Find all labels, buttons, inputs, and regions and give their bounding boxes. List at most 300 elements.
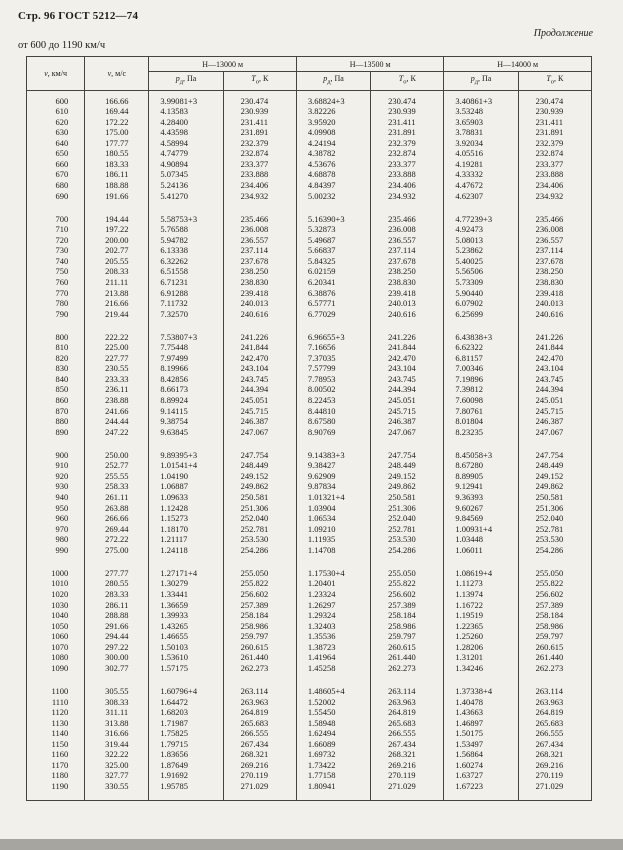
table-cell: 1.71987: [149, 718, 223, 729]
table-cell: 640: [27, 138, 85, 149]
table-row: [27, 771, 592, 782]
table-cell: 1.01541+4: [149, 461, 223, 472]
table-cell: 1.40478: [444, 697, 518, 708]
table-cell: 252.77: [85, 461, 149, 472]
table-cell: 7.53807+3: [149, 320, 223, 343]
table-cell: 242.470: [371, 353, 444, 364]
table-cell: 267.434: [371, 739, 444, 750]
table-cell: 233.888: [371, 170, 444, 181]
table-cell: 1.11273: [444, 579, 518, 590]
table-cell: 4.58994: [149, 138, 223, 149]
table-cell: 4.92473: [444, 225, 518, 236]
table-cell: 257.389: [518, 600, 591, 611]
table-cell: 1.46655: [149, 632, 223, 643]
table-cell: 1160: [27, 750, 85, 761]
table-cell: 245.051: [518, 396, 591, 407]
group-header-h13500: [296, 57, 444, 72]
table-cell: 269.44: [85, 524, 149, 535]
table-cell: 8.19966: [149, 364, 223, 375]
table-cell: 1.16722: [444, 600, 518, 611]
table-cell: 1.06011: [444, 545, 518, 556]
table-cell: 1020: [27, 590, 85, 601]
table-cell: 327.77: [85, 771, 149, 782]
table-cell: 1.14708: [296, 545, 370, 556]
table-cell: 5.32873: [296, 225, 370, 236]
subheader-dynamic-pressure-3: $p_д$, Па: [444, 72, 518, 91]
group-header-row: [27, 57, 592, 72]
table-cell: 8.90769: [296, 427, 370, 438]
table-cell: 313.88: [85, 718, 149, 729]
table-row: [27, 159, 592, 170]
table-cell: 830: [27, 364, 85, 375]
table-cell: 200.00: [85, 235, 149, 246]
table-cell: 197.22: [85, 225, 149, 236]
table-cell: 4.05516: [444, 149, 518, 160]
table-cell: 4.84397: [296, 181, 370, 192]
table-cell: 256.602: [371, 590, 444, 601]
table-cell: 5.56506: [444, 267, 518, 278]
table-cell: 263.963: [223, 697, 296, 708]
table-cell: 1.38723: [296, 642, 370, 653]
group-header-h14000-label: Н—14000 м: [497, 60, 539, 69]
table-cell: 1.60796+4: [149, 674, 223, 697]
table-cell: 186.11: [85, 170, 149, 181]
table-cell: 234.932: [223, 191, 296, 202]
table-cell: 900: [27, 438, 85, 461]
table-cell: 1.06534: [296, 514, 370, 525]
table-cell: 8.67280: [444, 461, 518, 472]
table-cell: 1.33441: [149, 590, 223, 601]
table-cell: 249.152: [371, 472, 444, 483]
table-cell: 6.25699: [444, 309, 518, 320]
table-cell: 1.37338+4: [444, 674, 518, 697]
table-cell: 1.43265: [149, 621, 223, 632]
table-cell: 8.89905: [444, 472, 518, 483]
table-cell: 6.51558: [149, 267, 223, 278]
table-cell: 8.42856: [149, 375, 223, 386]
table-cell: 7.11732: [149, 299, 223, 310]
table-cell: 252.781: [223, 524, 296, 535]
table-cell: 1000: [27, 556, 85, 579]
table-cell: 820: [27, 353, 85, 364]
table-cell: 3.68824+3: [296, 90, 370, 107]
table-cell: 244.394: [223, 385, 296, 396]
table-cell: 265.683: [223, 718, 296, 729]
table-cell: 1.58948: [296, 718, 370, 729]
table-row: [27, 267, 592, 278]
table-cell: 191.66: [85, 191, 149, 202]
col-header-speed-kmh-var: v: [44, 68, 48, 78]
table-cell: 247.067: [518, 427, 591, 438]
table-cell: 266.555: [518, 729, 591, 740]
table-cell: 230.55: [85, 364, 149, 375]
table-cell: 239.418: [518, 288, 591, 299]
table-cell: 286.11: [85, 600, 149, 611]
table-row: [27, 181, 592, 192]
table-cell: 316.66: [85, 729, 149, 740]
table-cell: 234.932: [518, 191, 591, 202]
table-cell: 266.66: [85, 514, 149, 525]
table-cell: 325.00: [85, 760, 149, 771]
table-cell: 5.76588: [149, 225, 223, 236]
table-cell: 244.394: [518, 385, 591, 396]
table-cell: 236.11: [85, 385, 149, 396]
table-cell: 183.33: [85, 159, 149, 170]
table-row: [27, 674, 592, 697]
table-row: [27, 503, 592, 514]
table-cell: 1.69732: [296, 750, 370, 761]
table-cell: 5.66837: [296, 246, 370, 257]
table-cell: 241.844: [518, 343, 591, 354]
table-cell: 3.65903: [444, 117, 518, 128]
table-cell: 231.411: [518, 117, 591, 128]
table-cell: 1.03904: [296, 503, 370, 514]
table-cell: 3.95920: [296, 117, 370, 128]
table-row: [27, 138, 592, 149]
table-cell: 6.57771: [296, 299, 370, 310]
table-cell: 249.862: [223, 482, 296, 493]
table-cell: 238.250: [518, 267, 591, 278]
table-cell: 235.466: [223, 202, 296, 225]
table-cell: 6.13338: [149, 246, 223, 257]
table-cell: 283.33: [85, 590, 149, 601]
table-cell: 840: [27, 375, 85, 386]
table-cell: 233.888: [518, 170, 591, 181]
table-cell: 1030: [27, 600, 85, 611]
table-cell: 7.32570: [149, 309, 223, 320]
table-cell: 1.04190: [149, 472, 223, 483]
table-cell: 1.36659: [149, 600, 223, 611]
table-cell: 800: [27, 320, 85, 343]
table-cell: 1.31201: [444, 653, 518, 664]
table-cell: 248.449: [223, 461, 296, 472]
table-cell: 6.96655+3: [296, 320, 370, 343]
table-cell: 263.963: [371, 697, 444, 708]
table-cell: 263.114: [518, 674, 591, 697]
table-row: [27, 750, 592, 761]
table-cell: 1.09633: [149, 493, 223, 504]
table-row: [27, 364, 592, 375]
table-cell: 263.114: [371, 674, 444, 697]
table-cell: 5.08013: [444, 235, 518, 246]
table-cell: 230.474: [371, 90, 444, 107]
table-cell: 1.67223: [444, 782, 518, 801]
table-cell: 850: [27, 385, 85, 396]
table-cell: 1.25260: [444, 632, 518, 643]
table-cell: 264.819: [371, 708, 444, 719]
table-cell: 8.00502: [296, 385, 370, 396]
table-cell: 4.53676: [296, 159, 370, 170]
table-cell: 246.387: [371, 417, 444, 428]
table-cell: 7.16656: [296, 343, 370, 354]
table-cell: 216.66: [85, 299, 149, 310]
table-cell: 1.79715: [149, 739, 223, 750]
table-cell: 9.63845: [149, 427, 223, 438]
table-cell: 267.434: [518, 739, 591, 750]
table-cell: 6.77029: [296, 309, 370, 320]
table-cell: 720: [27, 235, 85, 246]
table-cell: 7.97499: [149, 353, 223, 364]
table-cell: 231.891: [223, 128, 296, 139]
table-cell: 670: [27, 170, 85, 181]
table-cell: 3.78831: [444, 128, 518, 139]
table-cell: 238.88: [85, 396, 149, 407]
table-cell: 271.029: [518, 782, 591, 801]
data-table: [26, 56, 592, 801]
table-cell: 251.306: [223, 503, 296, 514]
table-cell: 169.44: [85, 107, 149, 118]
table-cell: 291.66: [85, 621, 149, 632]
table-cell: 242.470: [518, 353, 591, 364]
table-cell: 4.38782: [296, 149, 370, 160]
table-cell: 241.226: [518, 320, 591, 343]
table-cell: 246.387: [223, 417, 296, 428]
table-cell: 1.48605+4: [296, 674, 370, 697]
table-cell: 7.19896: [444, 375, 518, 386]
table-cell: 205.55: [85, 256, 149, 267]
table-cell: 4.09908: [296, 128, 370, 139]
table-cell: 262.273: [223, 663, 296, 674]
table-cell: 860: [27, 396, 85, 407]
table-cell: 265.683: [518, 718, 591, 729]
table-row: [27, 718, 592, 729]
table-cell: 1.06887: [149, 482, 223, 493]
table-cell: 262.273: [518, 663, 591, 674]
table-cell: 1.23324: [296, 590, 370, 601]
table-cell: 5.90440: [444, 288, 518, 299]
table-cell: 247.754: [223, 438, 296, 461]
table-cell: 268.321: [518, 750, 591, 761]
table-row: [27, 375, 592, 386]
table-cell: 1.53610: [149, 653, 223, 664]
table-cell: 9.89395+3: [149, 438, 223, 461]
table-row: [27, 235, 592, 246]
table-cell: 1040: [27, 611, 85, 622]
table-cell: 247.754: [371, 438, 444, 461]
table-cell: 245.051: [371, 396, 444, 407]
table-cell: 243.104: [371, 364, 444, 375]
table-cell: 7.60098: [444, 396, 518, 407]
table-row: [27, 438, 592, 461]
table-cell: 940: [27, 493, 85, 504]
table-cell: 233.33: [85, 375, 149, 386]
table-cell: 1.11935: [296, 535, 370, 546]
table-cell: 1120: [27, 708, 85, 719]
table-cell: 272.22: [85, 535, 149, 546]
table-row: [27, 278, 592, 289]
table-cell: 234.406: [223, 181, 296, 192]
table-cell: 5.23862: [444, 246, 518, 257]
table-row: [27, 729, 592, 740]
table-cell: 263.963: [518, 697, 591, 708]
table-row: [27, 556, 592, 579]
table-cell: 257.389: [371, 600, 444, 611]
table-cell: 258.184: [223, 611, 296, 622]
table-cell: 252.040: [518, 514, 591, 525]
table-cell: 740: [27, 256, 85, 267]
table-cell: 233.377: [371, 159, 444, 170]
table-cell: 1140: [27, 729, 85, 740]
table-cell: 5.94782: [149, 235, 223, 246]
table-cell: 5.49687: [296, 235, 370, 246]
table-cell: 1.29324: [296, 611, 370, 622]
table-cell: 251.306: [518, 503, 591, 514]
table-cell: 208.33: [85, 267, 149, 278]
table-cell: 235.466: [371, 202, 444, 225]
table-cell: 277.77: [85, 556, 149, 579]
subheader-stagnation-temp-2: $T_о$, К: [371, 72, 444, 91]
table-row: [27, 343, 592, 354]
table-cell: 9.60267: [444, 503, 518, 514]
table-row: [27, 353, 592, 364]
table-cell: 6.91288: [149, 288, 223, 299]
table-row: [27, 697, 592, 708]
table-cell: 1090: [27, 663, 85, 674]
table-cell: 241.844: [371, 343, 444, 354]
table-cell: 990: [27, 545, 85, 556]
table-cell: 6.81157: [444, 353, 518, 364]
table-cell: 247.22: [85, 427, 149, 438]
table-row: [27, 170, 592, 181]
table-cell: 1.55450: [296, 708, 370, 719]
table-cell: 268.321: [223, 750, 296, 761]
table-cell: 236.008: [518, 225, 591, 236]
table-cell: 960: [27, 514, 85, 525]
table-cell: 259.797: [518, 632, 591, 643]
table-cell: 271.029: [223, 782, 296, 801]
table-cell: 245.715: [518, 406, 591, 417]
table-cell: 1050: [27, 621, 85, 632]
table-cell: 261.440: [518, 653, 591, 664]
table-cell: 247.754: [518, 438, 591, 461]
table-row: [27, 288, 592, 299]
table-cell: 1.17530+4: [296, 556, 370, 579]
table-cell: 230.474: [518, 90, 591, 107]
table-row: [27, 417, 592, 428]
table-cell: 262.273: [371, 663, 444, 674]
table-cell: 980: [27, 535, 85, 546]
table-cell: 288.88: [85, 611, 149, 622]
table-cell: 232.874: [518, 149, 591, 160]
table-cell: 241.66: [85, 406, 149, 417]
table-cell: 1.18170: [149, 524, 223, 535]
col-header-speed-ms-var: v: [107, 68, 112, 78]
table-cell: 270.119: [223, 771, 296, 782]
table-cell: 950: [27, 503, 85, 514]
subheader-dynamic-pressure-1: $p_д$, Па: [149, 72, 223, 91]
table-cell: 700: [27, 202, 85, 225]
table-cell: 268.321: [371, 750, 444, 761]
table-cell: 247.067: [223, 427, 296, 438]
table-cell: 269.216: [518, 760, 591, 771]
table-cell: 245.715: [223, 406, 296, 417]
table-cell: 232.379: [518, 138, 591, 149]
table-row: [27, 406, 592, 417]
table-cell: 202.77: [85, 246, 149, 257]
table-cell: 222.22: [85, 320, 149, 343]
table-cell: 7.57799: [296, 364, 370, 375]
table-cell: 258.986: [223, 621, 296, 632]
table-cell: 236.008: [223, 225, 296, 236]
table-cell: 249.152: [223, 472, 296, 483]
table-cell: 1.12428: [149, 503, 223, 514]
table-cell: 1190: [27, 782, 85, 801]
group-header-h13000: [149, 57, 297, 72]
table-cell: 242.470: [223, 353, 296, 364]
table-cell: 1.09210: [296, 524, 370, 535]
subheader-stagnation-temp-1: $T_о$, К: [223, 72, 296, 91]
table-cell: 9.38427: [296, 461, 370, 472]
table-cell: 237.678: [518, 256, 591, 267]
table-cell: 3.92034: [444, 138, 518, 149]
table-row: [27, 493, 592, 504]
table-cell: 177.77: [85, 138, 149, 149]
table-cell: 1.19519: [444, 611, 518, 622]
table-cell: 270.119: [371, 771, 444, 782]
table-cell: 1.35536: [296, 632, 370, 643]
table-cell: 770: [27, 288, 85, 299]
table-cell: 322.22: [85, 750, 149, 761]
table-cell: 258.986: [518, 621, 591, 632]
table-cell: 1100: [27, 674, 85, 697]
table-row: [27, 225, 592, 236]
table-cell: 4.62307: [444, 191, 518, 202]
table-cell: 1.24118: [149, 545, 223, 556]
table-cell: 238.830: [518, 278, 591, 289]
table-cell: 246.387: [518, 417, 591, 428]
table-cell: 910: [27, 461, 85, 472]
table-cell: 610: [27, 107, 85, 118]
table-cell: 9.84569: [444, 514, 518, 525]
table-cell: 710: [27, 225, 85, 236]
table-cell: 252.040: [223, 514, 296, 525]
table-cell: 1.28206: [444, 642, 518, 653]
table-cell: 790: [27, 309, 85, 320]
table-cell: 4.28400: [149, 117, 223, 128]
table-cell: 8.22453: [296, 396, 370, 407]
col-header-speed-ms-unit: , м/с: [111, 68, 127, 78]
table-cell: 1080: [27, 653, 85, 664]
table-cell: 233.888: [223, 170, 296, 181]
table-cell: 9.38754: [149, 417, 223, 428]
table-cell: 234.406: [371, 181, 444, 192]
table-cell: 9.62909: [296, 472, 370, 483]
table-row: [27, 427, 592, 438]
table-cell: 1.87649: [149, 760, 223, 771]
table-row: [27, 663, 592, 674]
table-cell: 253.530: [518, 535, 591, 546]
table-row: [27, 524, 592, 535]
table-cell: 230.939: [223, 107, 296, 118]
table-cell: 1.64472: [149, 697, 223, 708]
table-cell: 236.008: [371, 225, 444, 236]
table-body: [27, 90, 592, 800]
table-row: [27, 708, 592, 719]
col-header-speed-kmh: [27, 57, 85, 91]
table-row: [27, 472, 592, 483]
table-cell: 1.77158: [296, 771, 370, 782]
table-cell: 1.03448: [444, 535, 518, 546]
table-cell: 1.22365: [444, 621, 518, 632]
group-header-h14000: [444, 57, 592, 72]
table-cell: 5.16390+3: [296, 202, 370, 225]
table-cell: 249.152: [518, 472, 591, 483]
table-row: [27, 590, 592, 601]
table-cell: 7.39812: [444, 385, 518, 396]
table-cell: 7.00346: [444, 364, 518, 375]
table-cell: 1.95785: [149, 782, 223, 801]
table-cell: 264.819: [223, 708, 296, 719]
